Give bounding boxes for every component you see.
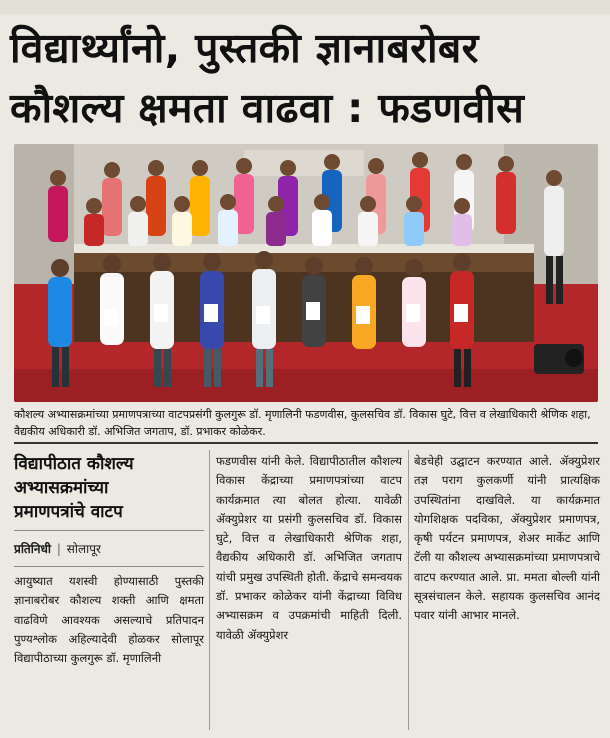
- headline-line-2: कौशल्य क्षमता वाढवा : फडणवीस: [10, 84, 525, 132]
- sub-headline-line-2: अभ्यासक्रमांच्या: [14, 478, 109, 498]
- article-column-2: फडणवीस यांनी केले. विद्यापीठातील कौशल्य विकास केंद्राच्या प्रमाणपत्रांच्या वाटप कार्यक्रमात त्या बोलत होत्या. यावेळी ॲक्युप्रेशर या प्रसंगी कुलसचिव डॉ. विकास घुटे, वित्त व लेखाधिकारी श्रेणिक शहा, वैद्यकीय अधिकारी डॉ. अभिजित जगताप यांची प्रमुख उपस्थिती होती. केंद्राचे समन्वयक डॉ. प्रभाकर कोळेकर यांनी केंद्राच्या विविध अभ्यासक्रम व उपक्रमांची माहिती दिली. यावेळी ॲक्युप्रेशर: [216, 454, 402, 642]
- column-divider: [209, 450, 210, 730]
- headline-line-1: विद्यार्थ्यांनो, पुस्तकी ज्ञानाबरोबर: [10, 24, 479, 72]
- photo-caption: कौशल्य अभ्यासक्रमांच्या प्रमाणपत्राच्या वाटपप्रसंगी कुलगुरू डॉ. मृणालिनी फडणवीस, कुलसचिव डॉ. विकास घुटे, वित्त व लेखाधिकारी श्रेणिक शहा, वैद्यकीय अधिकारी डॉ. अभिजित जगताप, डॉ. प्रभाकर कोळेकर.: [14, 408, 591, 438]
- column-divider: [408, 450, 409, 730]
- byline-separator: |: [56, 542, 61, 556]
- clipped-previous-article-strip: [0, 0, 610, 14]
- group-photo: [14, 144, 598, 402]
- article-column-1: आयुष्यात यशस्वी होण्यासाठी पुस्तकी ज्ञानाबरोबर कौशल्य शक्ती आणि क्षमता वाढविणे आवश्यक असल्याचे प्रतिपादन पुण्यश्लोक अहिल्यादेवी होळकर सोलापूर विद्यापीठाच्या कुलगुरू डॉ. मृणालिनी: [14, 574, 204, 666]
- sub-headline: [14, 452, 204, 524]
- divider: [14, 530, 204, 531]
- article-column-3: बेडचेही उद्घाटन करण्यात आले. ॲक्युप्रेशर तज्ञ पराग कुलकर्णी यांनी प्रात्यक्षिक उपस्थितांना दाखविले. या कार्यक्रमात योगशिक्षक पदविका, ॲक्युप्रेशर प्रमाणपत्र, कृषी पर्यटन प्रमाणपत्र, शेअर मार्केट आणि टॅली या कौशल्य अभ्यासक्रमांच्या प्रमाणपत्राचे वाटप करण्यात आले. प्रा. ममता बोल्ली यांनी सूत्रसंचालन केले. सहायक कुलसचिव आनंद पवार यांनी आभार मानले.: [414, 454, 600, 623]
- section-divider: [14, 442, 598, 444]
- byline-place: सोलापूर: [66, 542, 101, 556]
- byline: [14, 540, 204, 558]
- byline-name: प्रतिनिधी: [14, 542, 52, 556]
- sub-headline-line-1: विद्यापीठात कौशल्य: [14, 454, 134, 474]
- group-photo-icon: [14, 144, 598, 402]
- headline: [10, 18, 602, 138]
- sub-headline-line-3: प्रमाणपत्रांचे वाटप: [14, 502, 123, 522]
- divider: [14, 566, 204, 567]
